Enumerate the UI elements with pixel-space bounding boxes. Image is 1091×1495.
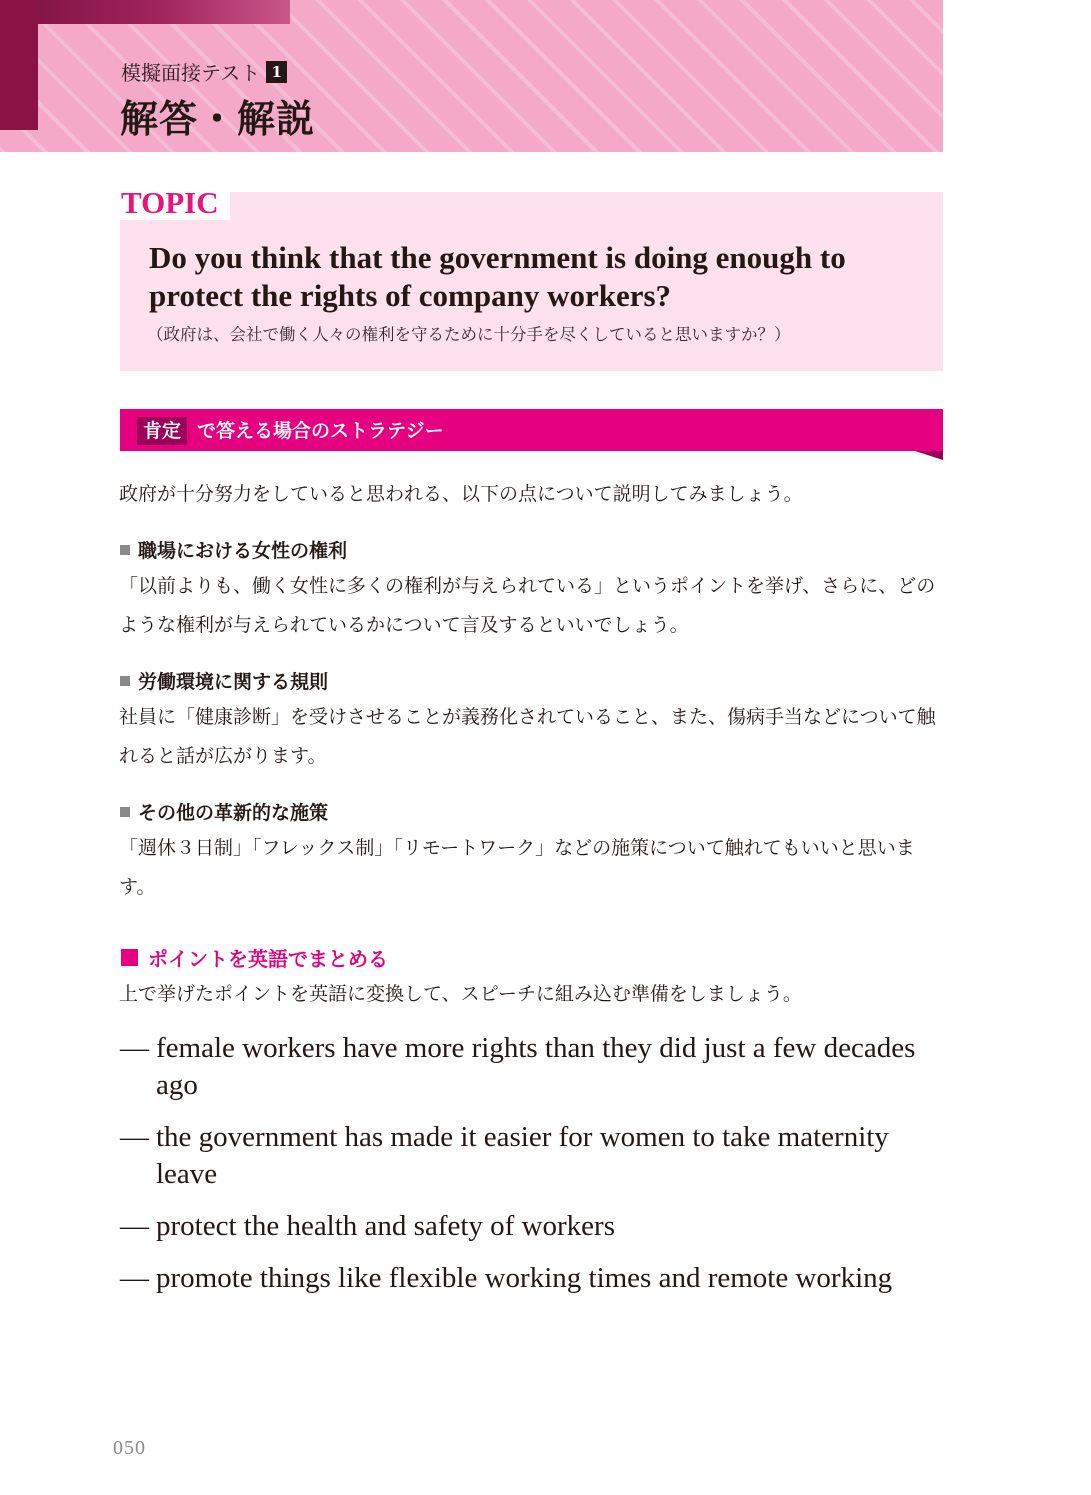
strategy-tag: 肯定 bbox=[137, 417, 187, 445]
list-item bbox=[120, 1260, 940, 1297]
topic-label: TOPIC bbox=[112, 184, 230, 220]
section-heading bbox=[120, 798, 328, 825]
bullet-square-icon bbox=[120, 545, 130, 555]
points-intro: 上で挙げたポイントを英語に変換して、スピーチに組み込む準備をしましょう。 bbox=[119, 983, 802, 1005]
section-body: 「以前よりも、働く女性に多くの権利が与えられている」というポイントを挙げ、さらに、どのような権利が与えられているかについて言及するといいでしょう。 bbox=[119, 575, 936, 636]
bullet-square-icon bbox=[120, 676, 130, 686]
test-number-badge: 1 bbox=[266, 61, 287, 83]
list-item-text: promote things like flexible working times and remote working bbox=[156, 1262, 893, 1294]
section-heading bbox=[120, 667, 328, 694]
points-heading-text: ポイントを英語でまとめる bbox=[148, 947, 388, 971]
pink-square-icon bbox=[121, 949, 138, 966]
list-item-text: the government has made it easier for women to take maternity leave bbox=[156, 1121, 889, 1190]
page-title: 解答・解説 bbox=[120, 97, 316, 141]
section-heading-text: その他の革新的な施策 bbox=[138, 802, 329, 824]
section-body: 社員に「健康診断」を受けさせることが義務化されていること、また、傷病手当などについて触れると話が広がります。 bbox=[119, 706, 936, 767]
intro-text: 政府が十分努力をしていると思われる、以下の点について説明してみましょう。 bbox=[119, 483, 803, 505]
topic-translation: （政府は、会社で働く人々の権利を守るために十分手を尽くしていると思いますか？） bbox=[147, 325, 791, 344]
list-item bbox=[120, 1119, 940, 1193]
section-heading bbox=[120, 536, 347, 563]
section-body: 「週休３日制」「フレックス制」「リモートワーク」などの施策について触れてもいいと思います。 bbox=[119, 837, 915, 898]
dash-bullet: — bbox=[120, 1032, 149, 1064]
english-points-list bbox=[120, 1030, 940, 1312]
list-item-text: protect the health and safety of workers bbox=[156, 1210, 615, 1242]
section-heading-text: 職場における女性の権利 bbox=[138, 540, 348, 562]
list-item-text: female workers have more rights than they did just a few decades ago bbox=[156, 1032, 916, 1101]
list-item bbox=[120, 1030, 940, 1104]
topic-question: Do you think that the government is doing enough to protect the rights of company workers? bbox=[149, 240, 846, 313]
points-heading bbox=[121, 943, 388, 972]
section-heading-text: 労働環境に関する規則 bbox=[138, 671, 329, 693]
page-number: 050 bbox=[113, 1437, 146, 1459]
bullet-square-icon bbox=[120, 807, 130, 817]
list-item bbox=[120, 1208, 940, 1245]
strategy-title: で答える場合のストラテジー bbox=[197, 420, 444, 442]
strategy-bar-fold bbox=[915, 451, 943, 460]
dash-bullet: — bbox=[120, 1121, 149, 1153]
dash-bullet: — bbox=[120, 1210, 149, 1242]
header-tab-decoration bbox=[0, 0, 290, 24]
header-subtitle-text: 模擬面接テスト bbox=[121, 61, 261, 85]
dash-bullet: — bbox=[120, 1262, 149, 1294]
header-subtitle bbox=[121, 57, 287, 86]
header-block-decoration bbox=[0, 0, 38, 130]
